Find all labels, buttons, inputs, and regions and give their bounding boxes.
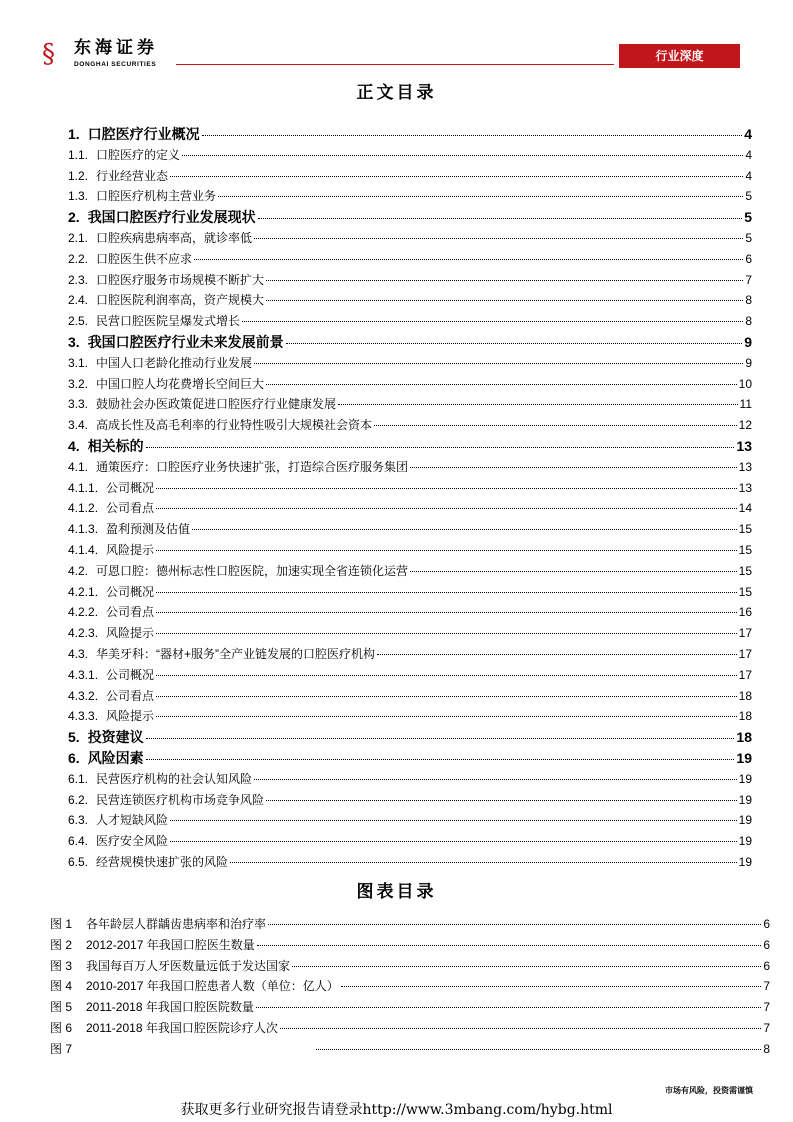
entry-title: 中国人口老龄化推动行业发展 (96, 355, 253, 370)
entry-title: 公司看点 (106, 688, 155, 703)
entry-page: 8 (745, 314, 752, 329)
entry-title: 行业经营业态 (96, 168, 169, 183)
dot-leader (170, 820, 737, 821)
dot-leader (156, 488, 737, 489)
toc-entry[interactable] (68, 831, 752, 852)
dot-leader (257, 945, 762, 946)
entry-number: 6.5. (68, 854, 89, 869)
toc-entry[interactable] (68, 561, 752, 582)
dot-leader (156, 612, 737, 613)
toc-entry[interactable] (68, 415, 752, 436)
dot-leader (218, 196, 743, 197)
entry-title: 中国口腔人均花费增长空间巨大 (96, 376, 265, 391)
entry-number: 4.3.2. (68, 688, 99, 703)
entry-title: 盈利预测及估值 (106, 522, 191, 537)
toc-entry[interactable] (68, 623, 752, 644)
entry-page: 5 (745, 189, 752, 204)
entry-title: 口腔疾病患病率高，就诊率低 (96, 230, 253, 245)
toc-entry[interactable] (68, 706, 752, 727)
header-divider (176, 64, 614, 65)
toc-entry[interactable] (68, 124, 752, 145)
entry-page: 9 (745, 355, 752, 370)
dot-leader (170, 176, 743, 177)
toc-entry[interactable] (68, 810, 752, 831)
entry-number: 2.5. (68, 314, 89, 329)
entry-title: 公司概况 (106, 584, 155, 599)
toc-entry[interactable] (68, 249, 752, 270)
toc-entry[interactable] (68, 436, 752, 457)
entry-page: 6 (763, 958, 770, 973)
entry-number: 图 2 (50, 937, 73, 952)
entry-page: 15 (738, 584, 752, 599)
dot-leader (156, 592, 737, 593)
toc-entry[interactable] (68, 394, 752, 415)
entry-number: 2.2. (68, 251, 89, 266)
entry-page: 18 (738, 688, 752, 703)
dot-leader (156, 550, 737, 551)
figure-entry[interactable] (50, 935, 770, 956)
entry-page: 6 (745, 251, 752, 266)
logo-english-name: DONGHAI SECURITIES (74, 61, 157, 68)
entry-page: 13 (738, 459, 752, 474)
entry-title: 人才短缺风险 (96, 813, 169, 828)
entry-number: 6. (68, 749, 80, 766)
entry-page: 15 (738, 563, 752, 578)
dot-leader (156, 696, 737, 697)
footer-link[interactable]: 获取更多行业研究报告请登录http://www.3mbang.com/hybg.html (180, 1102, 613, 1118)
entry-number: 图 6 (50, 1020, 73, 1035)
entry-number: 2.4. (68, 293, 89, 308)
list-of-figures (50, 914, 770, 1060)
table-of-contents (68, 124, 752, 873)
dot-leader (266, 384, 737, 385)
risk-disclaimer: 市场有风险，投资需谨慎 (665, 1086, 753, 1095)
entry-title: 相关标的 (87, 437, 144, 454)
entry-number: 6.4. (68, 834, 89, 849)
figure-entry[interactable] (50, 976, 770, 997)
entry-page: 9 (744, 333, 752, 350)
figures-title: 图表目录 (356, 882, 437, 902)
dot-leader (146, 759, 735, 760)
dot-leader (292, 966, 761, 967)
dragon-logo-icon: § (42, 39, 55, 69)
dot-leader (316, 1049, 761, 1050)
dot-leader (156, 508, 737, 509)
entry-number: 图 3 (50, 958, 73, 973)
entry-page: 18 (738, 709, 752, 724)
toc-entry[interactable] (68, 145, 752, 166)
toc-entry[interactable] (68, 374, 752, 395)
toc-entry[interactable] (68, 311, 752, 332)
entry-title: 公司概况 (106, 480, 155, 495)
figure-entry[interactable] (50, 956, 770, 977)
entry-title: 民营口腔医院呈爆发式增长 (96, 314, 241, 329)
toc-entry[interactable] (68, 353, 752, 374)
entry-number: 2.3. (68, 272, 89, 287)
entry-title: 口腔医生供不应求 (96, 251, 193, 266)
entry-title: 我国口腔医疗行业发展现状 (87, 209, 256, 226)
entry-page: 8 (745, 293, 752, 308)
toc-entry[interactable] (68, 582, 752, 603)
entry-page: 14 (738, 501, 752, 516)
toc-entry[interactable] (68, 644, 752, 665)
entry-number: 3.1. (68, 355, 89, 370)
report-type-badge: 行业深度 (619, 44, 740, 68)
toc-entry[interactable] (68, 207, 752, 228)
entry-page: 12 (738, 418, 752, 433)
dot-leader (286, 343, 743, 344)
entry-title: 风险提示 (106, 626, 155, 641)
dot-leader (156, 675, 737, 676)
figure-entry[interactable] (50, 997, 770, 1018)
entry-title: 高成长性及高毛利率的行业特性吸引大规模社会资本 (96, 418, 373, 433)
entry-title: 投资建议 (87, 729, 144, 746)
entry-page: 15 (738, 542, 752, 557)
entry-page: 4 (744, 126, 752, 142)
dot-leader (266, 300, 743, 301)
entry-number: 1.1. (68, 147, 89, 162)
entry-title: 口腔医疗行业概况 (87, 126, 200, 142)
dot-leader (146, 447, 735, 448)
figure-entry[interactable] (50, 1018, 770, 1039)
toc-entry[interactable] (68, 540, 752, 561)
entry-page: 17 (738, 626, 752, 641)
entry-page: 18 (736, 729, 752, 746)
entry-title: 经营规模快速扩张的风险 (96, 854, 229, 869)
toc-entry[interactable] (68, 727, 752, 748)
entry-title: 通策医疗：口腔医疗业务快速扩张，打造综合医疗服务集团 (96, 459, 409, 474)
dot-leader (256, 1007, 761, 1008)
entry-page: 7 (763, 1020, 770, 1035)
dot-leader (374, 425, 737, 426)
entry-number: 3.3. (68, 397, 89, 412)
entry-title: 风险因素 (87, 749, 144, 766)
entry-page: 19 (738, 834, 752, 849)
dot-leader (242, 321, 743, 322)
entry-title: 华美牙科：“器材+服务”全产业链发展的口腔医疗机构 (96, 646, 376, 661)
entry-title: 口腔医院利润率高，资产规模大 (96, 293, 265, 308)
entry-page: 7 (763, 1000, 770, 1015)
entry-number: 1.2. (68, 168, 89, 183)
entry-page: 19 (738, 813, 752, 828)
entry-number: 图 4 (50, 979, 73, 994)
entry-title: 各年龄层人群龋齿患病率和治疗率 (86, 917, 267, 931)
entry-page: 11 (739, 397, 752, 412)
entry-number: 6.2. (68, 792, 89, 807)
dot-leader (170, 841, 737, 842)
entry-number: 1.3. (68, 189, 89, 204)
entry-page: 5 (745, 230, 752, 245)
entry-page: 19 (738, 854, 752, 869)
logo-chinese-name: 东海证券 (74, 38, 158, 58)
entry-number: 6.3. (68, 813, 89, 828)
entry-number: 4.1.1. (68, 480, 99, 495)
entry-title: 公司概况 (106, 667, 155, 682)
entry-number: 4.3.3. (68, 709, 99, 724)
entry-title: 我国口腔医疗行业未来发展前景 (87, 333, 284, 350)
dot-leader (266, 280, 743, 281)
toc-entry[interactable] (68, 519, 752, 540)
toc-entry[interactable] (68, 498, 752, 519)
dot-leader (280, 1028, 761, 1029)
entry-title: 口腔医疗机构主营业务 (96, 189, 217, 204)
dot-leader (410, 467, 737, 468)
entry-title: 口腔医疗的定义 (96, 147, 181, 162)
entry-number: 3.2. (68, 376, 89, 391)
entry-number: 6.1. (68, 771, 89, 786)
dot-leader (254, 363, 743, 364)
entry-number: 3. (68, 333, 80, 350)
dot-leader (194, 259, 743, 260)
entry-title: 风险提示 (106, 542, 155, 557)
entry-page: 6 (763, 917, 770, 931)
entry-page: 5 (744, 209, 752, 226)
toc-entry[interactable] (68, 602, 752, 623)
entry-title: 口腔医疗服务市场规模不断扩大 (96, 272, 265, 287)
entry-page: 4 (745, 168, 752, 183)
entry-title: 鼓励社会办医政策促进口腔医疗行业健康发展 (96, 397, 337, 412)
entry-number: 4.3.1. (68, 667, 99, 682)
entry-number: 4.1. (68, 459, 89, 474)
dot-leader (146, 738, 735, 739)
dot-leader (266, 800, 737, 801)
entry-number: 4.2.2. (68, 605, 99, 620)
entry-title: 医疗安全风险 (96, 834, 169, 849)
entry-number: 图 1 (50, 917, 73, 931)
toc-title: 正文目录 (356, 83, 437, 103)
dot-leader (156, 633, 737, 634)
dot-leader (338, 404, 738, 405)
toc-entry[interactable] (68, 748, 752, 769)
entry-page: 13 (736, 437, 752, 454)
entry-page: 15 (738, 522, 752, 537)
entry-title: 可恩口腔：德州标志性口腔医院，加速实现全省连锁化运营 (96, 563, 409, 578)
dot-leader (182, 155, 743, 156)
entry-page: 16 (738, 605, 752, 620)
entry-page: 13 (738, 480, 752, 495)
entry-title: 2011-2018 年我国口腔医院诊疗人次 (86, 1020, 278, 1035)
entry-number: 4.2. (68, 563, 89, 578)
toc-entry[interactable] (68, 665, 752, 686)
entry-number: 3.4. (68, 418, 89, 433)
entry-title: 2011-2018 年我国口腔医院数量 (86, 1000, 254, 1015)
entry-title: 2010-2017 年我国口腔患者人数（单位：亿人） (86, 979, 339, 994)
entry-number: 4.2.3. (68, 626, 99, 641)
entry-title: 民营医疗机构的社会认知风险 (96, 771, 253, 786)
entry-number: 1. (68, 126, 80, 142)
toc-entry[interactable] (68, 852, 752, 873)
entry-number: 5. (68, 729, 80, 746)
entry-page: 4 (745, 147, 752, 162)
toc-entry[interactable] (68, 686, 752, 707)
entry-page: 19 (736, 749, 752, 766)
entry-number: 2. (68, 209, 80, 226)
entry-page: 19 (738, 771, 752, 786)
company-logo (30, 38, 180, 72)
toc-entry[interactable] (68, 478, 752, 499)
dot-leader (192, 529, 737, 530)
entry-page: 8 (763, 1041, 770, 1056)
entry-number: 4.1.2. (68, 501, 99, 516)
toc-entry[interactable] (68, 332, 752, 353)
entry-number: 4.3. (68, 646, 89, 661)
toc-entry[interactable] (68, 457, 752, 478)
entry-number: 4. (68, 437, 80, 454)
entry-page: 10 (738, 376, 752, 391)
entry-title: 公司看点 (106, 501, 155, 516)
dot-leader (156, 716, 737, 717)
dot-leader (258, 218, 743, 219)
dot-leader (341, 986, 762, 987)
entry-page: 19 (738, 792, 752, 807)
entry-page: 17 (738, 646, 752, 661)
entry-page: 7 (763, 979, 770, 994)
dot-leader (377, 654, 737, 655)
entry-page: 17 (738, 667, 752, 682)
dot-leader (254, 238, 743, 239)
entry-number: 图 7 (50, 1041, 73, 1056)
toc-entry[interactable] (68, 186, 752, 207)
entry-title: 我国每百万人牙医数量远低于发达国家 (86, 958, 291, 973)
figure-entry[interactable] (50, 914, 770, 935)
entry-title: 2012-2017 年我国口腔医生数量 (86, 937, 255, 952)
toc-entry[interactable] (68, 228, 752, 249)
entry-number: 4.1.4. (68, 542, 99, 557)
figure-entry[interactable] (50, 1039, 770, 1060)
entry-title: 风险提示 (106, 709, 155, 724)
entry-page: 6 (763, 937, 770, 952)
entry-page: 7 (745, 272, 752, 287)
dot-leader (410, 571, 737, 572)
dot-leader (202, 135, 743, 136)
entry-number: 4.2.1. (68, 584, 99, 599)
dot-leader (254, 779, 737, 780)
toc-entry[interactable] (68, 166, 752, 187)
toc-entry[interactable] (68, 769, 752, 790)
toc-entry[interactable] (68, 790, 752, 811)
entry-number: 2.1. (68, 230, 89, 245)
entry-number: 4.1.3. (68, 522, 99, 537)
toc-entry[interactable] (68, 290, 752, 311)
dot-leader (268, 924, 761, 925)
entry-title: 民营连锁医疗机构市场竞争风险 (96, 792, 265, 807)
toc-entry[interactable] (68, 270, 752, 291)
entry-title: 公司看点 (106, 605, 155, 620)
entry-number: 图 5 (50, 1000, 73, 1015)
dot-leader (230, 862, 737, 863)
